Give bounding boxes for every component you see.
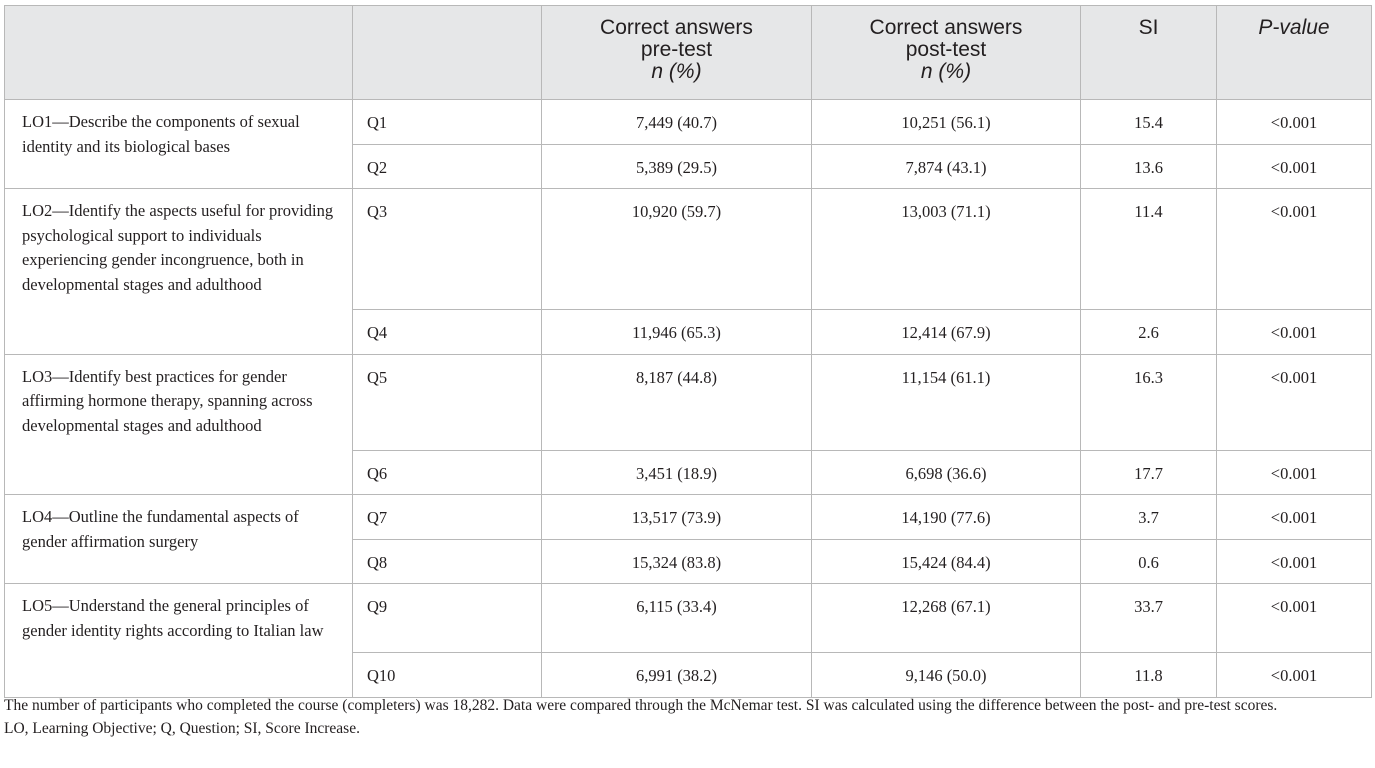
header-pre-test bbox=[542, 6, 812, 100]
table-body bbox=[5, 100, 1372, 698]
pre-test-cell: 7,449 (40.7) bbox=[542, 100, 812, 145]
header-p-value bbox=[1217, 6, 1372, 100]
table-row bbox=[5, 189, 1372, 310]
p-value-cell: <0.001 bbox=[1217, 495, 1372, 540]
table-footnotes bbox=[4, 695, 1371, 740]
question-cell: Q5 bbox=[353, 354, 542, 450]
p-value-cell: <0.001 bbox=[1217, 189, 1372, 310]
table-row bbox=[5, 354, 1372, 450]
p-value-cell: <0.001 bbox=[1217, 100, 1372, 145]
si-cell: 11.8 bbox=[1081, 653, 1217, 698]
pre-test-cell: 11,946 (65.3) bbox=[542, 310, 812, 355]
post-test-cell: 12,268 (67.1) bbox=[812, 584, 1081, 653]
header-post-test-unit: n (%) bbox=[920, 60, 972, 83]
question-cell: Q1 bbox=[353, 100, 542, 145]
post-test-cell: 13,003 (71.1) bbox=[812, 189, 1081, 310]
pre-test-cell: 5,389 (29.5) bbox=[542, 144, 812, 189]
table-header bbox=[5, 6, 1372, 100]
post-test-cell: 10,251 (56.1) bbox=[812, 100, 1081, 145]
p-value-cell: <0.001 bbox=[1217, 653, 1372, 698]
si-cell: 33.7 bbox=[1081, 584, 1217, 653]
pre-test-cell: 6,115 (33.4) bbox=[542, 584, 812, 653]
post-test-cell: 6,698 (36.6) bbox=[812, 450, 1081, 495]
question-cell: Q9 bbox=[353, 584, 542, 653]
header-question bbox=[353, 6, 542, 100]
si-cell: 3.7 bbox=[1081, 495, 1217, 540]
si-cell: 15.4 bbox=[1081, 100, 1217, 145]
pre-test-cell: 3,451 (18.9) bbox=[542, 450, 812, 495]
question-cell: Q4 bbox=[353, 310, 542, 355]
learning-objective-cell: LO4—Outline the fundamental aspects of gender affirmation surgery bbox=[5, 495, 353, 584]
header-learning-objective bbox=[5, 6, 353, 100]
si-cell: 16.3 bbox=[1081, 354, 1217, 450]
p-value-cell: <0.001 bbox=[1217, 144, 1372, 189]
header-post-test-line2: post-test bbox=[905, 38, 987, 61]
learning-objective-cell: LO1—Describe the components of sexual identity and its biological bases bbox=[5, 100, 353, 189]
post-test-cell: 9,146 (50.0) bbox=[812, 653, 1081, 698]
p-value-cell: <0.001 bbox=[1217, 539, 1372, 584]
footnote-abbreviations: LO, Learning Objective; Q, Question; SI, Score Increase. bbox=[4, 719, 360, 737]
pre-test-cell: 8,187 (44.8) bbox=[542, 354, 812, 450]
header-post-test-line1: Correct answers bbox=[869, 16, 1023, 39]
results-table bbox=[4, 5, 1372, 698]
table-row bbox=[5, 495, 1372, 540]
header-pre-test-line1: Correct answers bbox=[600, 16, 753, 39]
pre-test-cell: 6,991 (38.2) bbox=[542, 653, 812, 698]
si-cell: 17.7 bbox=[1081, 450, 1217, 495]
pre-test-cell: 15,324 (83.8) bbox=[542, 539, 812, 584]
post-test-cell: 11,154 (61.1) bbox=[812, 354, 1081, 450]
si-cell: 2.6 bbox=[1081, 310, 1217, 355]
learning-objective-cell: LO2—Identify the aspects useful for providing psychological support to individuals experiencing gender incongruence, both in developmental stages and adulthood bbox=[5, 189, 353, 355]
si-cell: 0.6 bbox=[1081, 539, 1217, 584]
table-row bbox=[5, 100, 1372, 145]
header-post-test bbox=[812, 6, 1081, 100]
pre-test-cell: 13,517 (73.9) bbox=[542, 495, 812, 540]
header-p-value-label: P-value bbox=[1258, 16, 1330, 39]
header-pre-test-unit: n (%) bbox=[651, 60, 702, 83]
header-pre-test-line2: pre-test bbox=[640, 38, 713, 61]
footnote-participants: The number of participants who completed the course (completers) was 18,282. Data were compared through the McNemar test. SI was calculated using the difference between the post- and pre-test scores. bbox=[4, 697, 1278, 714]
table-row bbox=[5, 584, 1372, 653]
question-cell: Q10 bbox=[353, 653, 542, 698]
question-cell: Q2 bbox=[353, 144, 542, 189]
learning-objective-cell: LO3—Identify best practices for gender affirming hormone therapy, spanning across developmental stages and adulthood bbox=[5, 354, 353, 495]
header-si: SI bbox=[1081, 6, 1217, 100]
si-cell: 13.6 bbox=[1081, 144, 1217, 189]
learning-objective-cell: LO5—Understand the general principles of gender identity rights according to Italian law bbox=[5, 584, 353, 698]
pre-test-cell: 10,920 (59.7) bbox=[542, 189, 812, 310]
question-cell: Q7 bbox=[353, 495, 542, 540]
post-test-cell: 14,190 (77.6) bbox=[812, 495, 1081, 540]
question-cell: Q6 bbox=[353, 450, 542, 495]
post-test-cell: 12,414 (67.9) bbox=[812, 310, 1081, 355]
p-value-cell: <0.001 bbox=[1217, 354, 1372, 450]
question-cell: Q8 bbox=[353, 539, 542, 584]
p-value-cell: <0.001 bbox=[1217, 310, 1372, 355]
post-test-cell: 15,424 (84.4) bbox=[812, 539, 1081, 584]
question-cell: Q3 bbox=[353, 189, 542, 310]
p-value-cell: <0.001 bbox=[1217, 450, 1372, 495]
p-value-cell: <0.001 bbox=[1217, 584, 1372, 653]
results-table-container bbox=[4, 5, 1371, 698]
post-test-cell: 7,874 (43.1) bbox=[812, 144, 1081, 189]
si-cell: 11.4 bbox=[1081, 189, 1217, 310]
